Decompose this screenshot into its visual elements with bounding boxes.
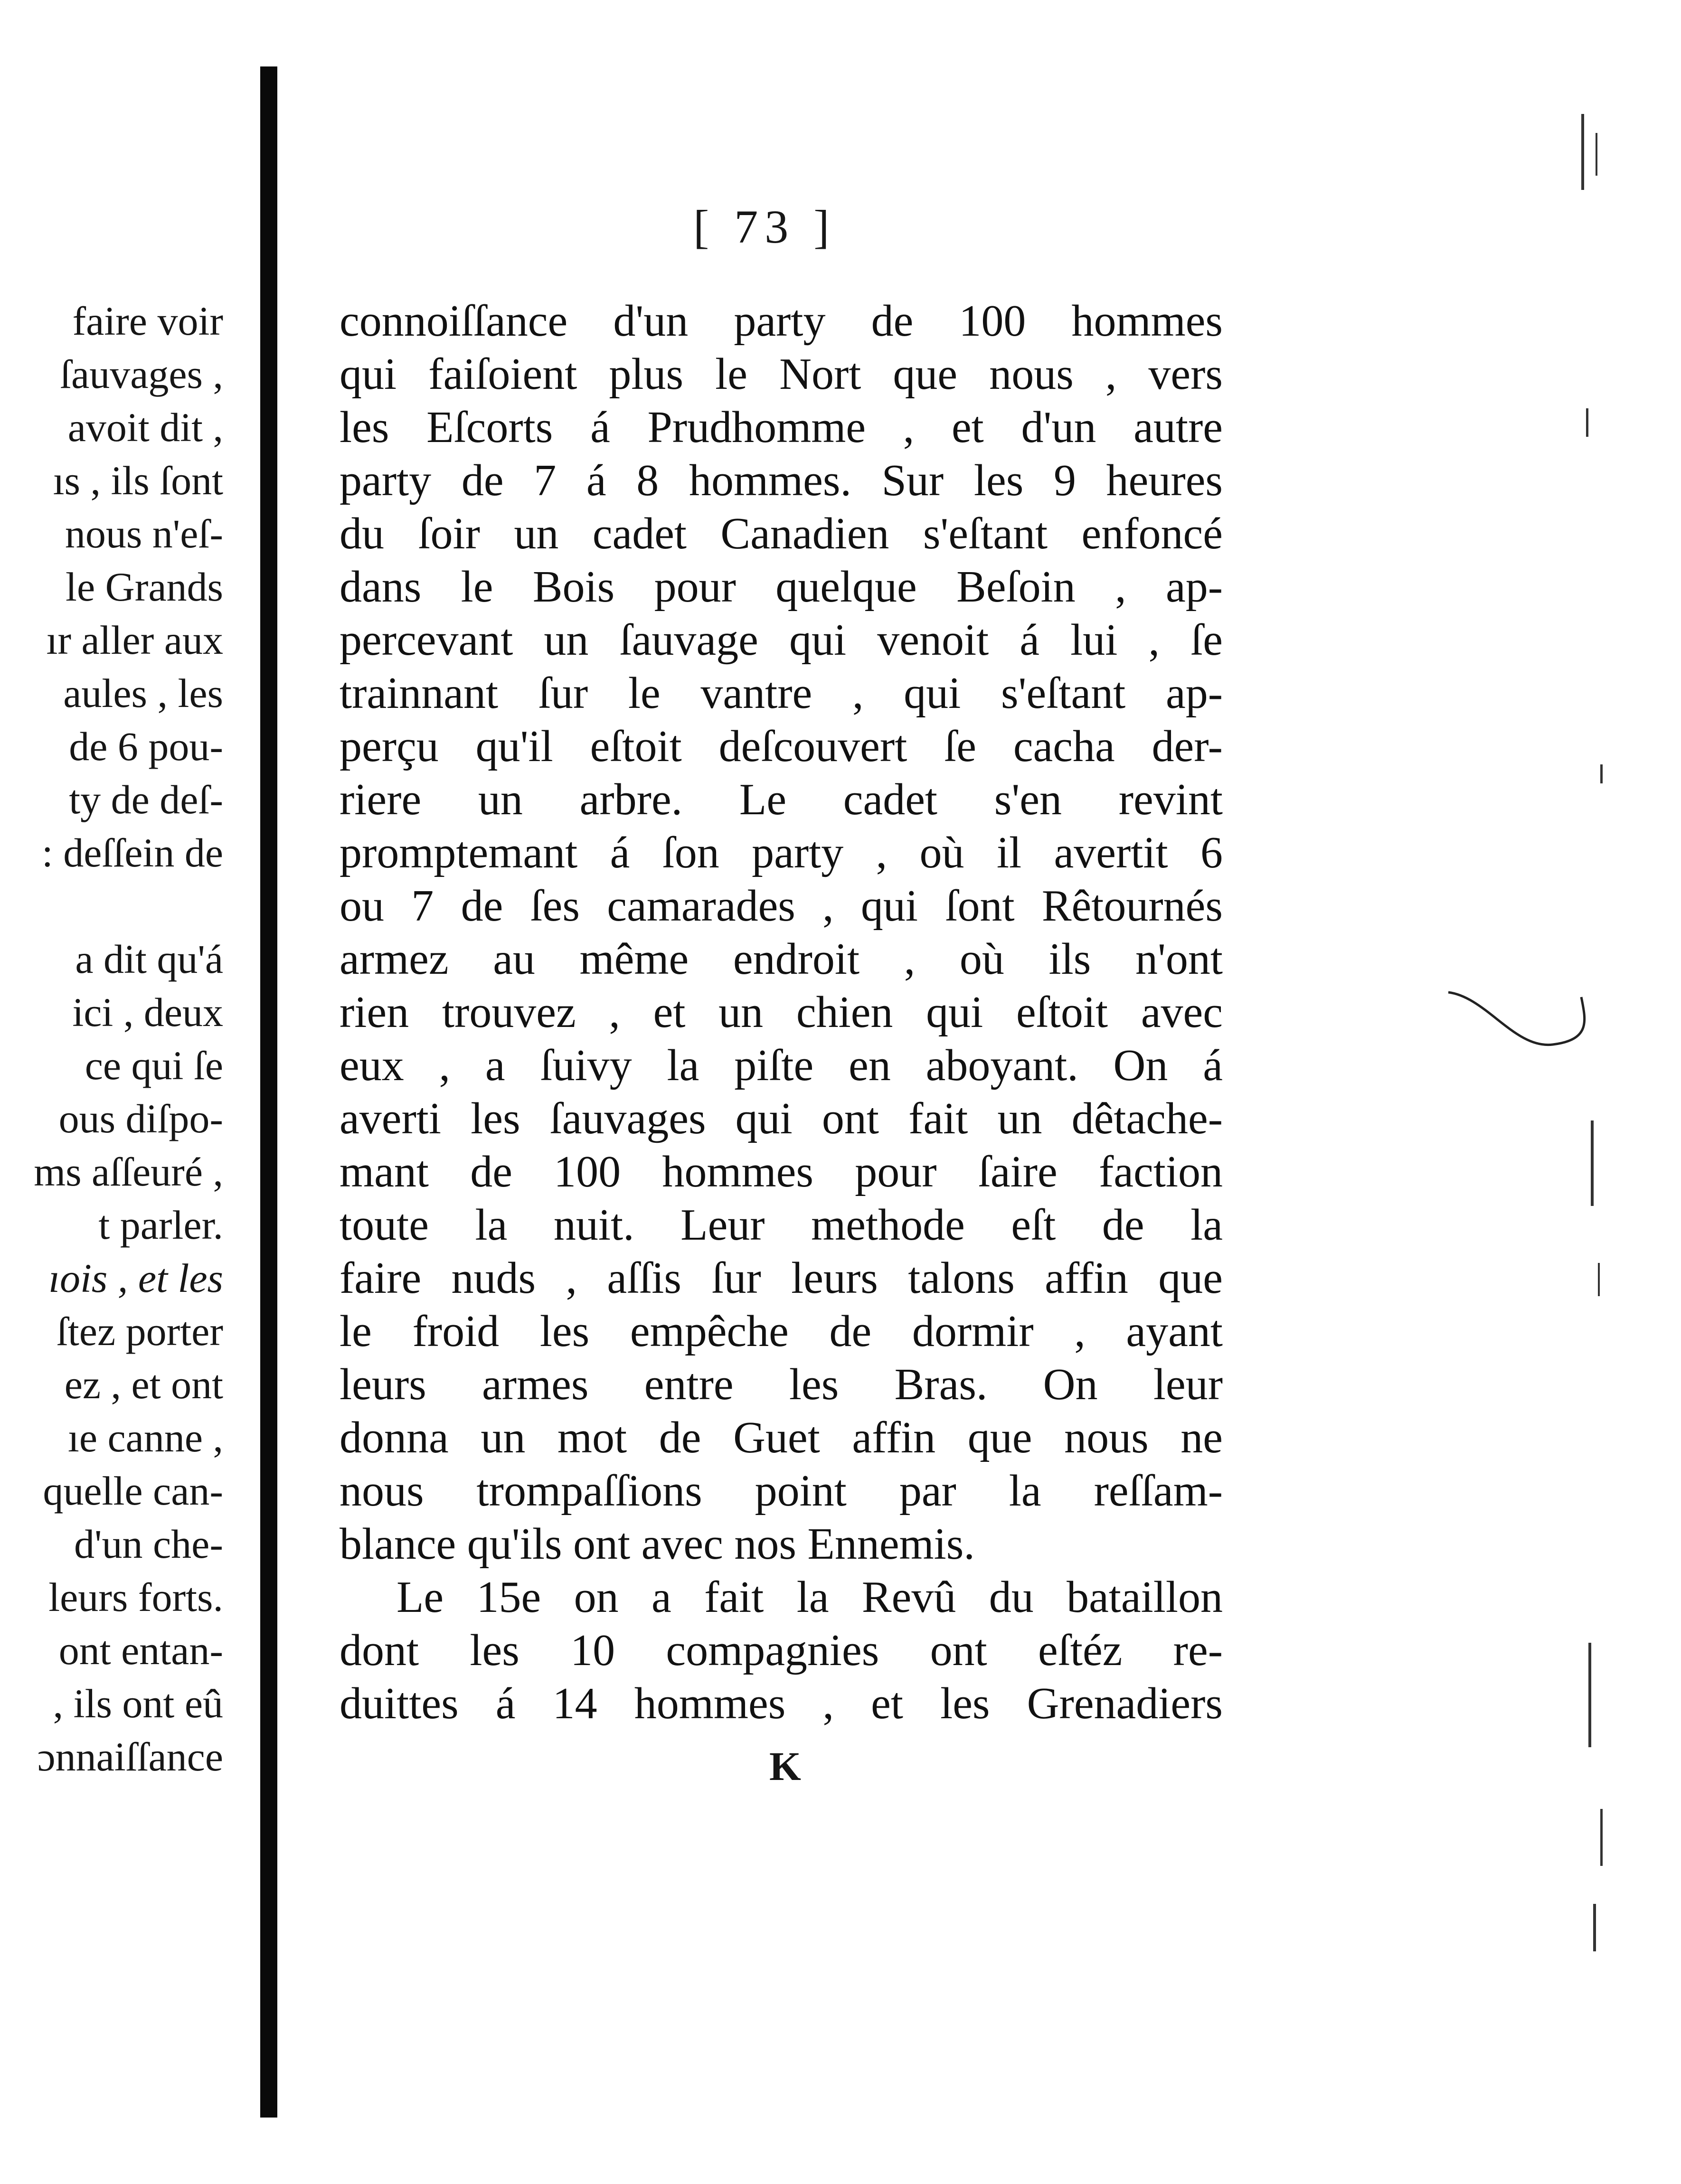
facing-line: ɔnnaiſſance — [37, 1734, 223, 1779]
page-number: [ 73 ] — [693, 200, 836, 253]
facing-line: ez , et ont — [64, 1362, 223, 1407]
facing-line: le Grands — [66, 564, 223, 610]
facing-line: : deſſein de — [41, 830, 223, 875]
facing-line: faire voir — [72, 298, 223, 344]
facing-line: ici , deux — [72, 989, 223, 1035]
text-line: mant de 100 hommes pour ſaire faction — [340, 1147, 1223, 1196]
text-line: party de 7 á 8 hommes. Sur les 9 heures — [340, 456, 1223, 505]
facing-line: avoit dit , — [67, 405, 223, 450]
signature-mark: K — [769, 1743, 801, 1789]
text-line: faire nuds , aſſis ſur leurs talons affin que — [340, 1253, 1223, 1303]
facing-line: d'un che- — [74, 1521, 223, 1567]
text-line: percevant un ſauvage qui venoit á lui , ſe — [340, 615, 1223, 665]
facing-line: nous n'eſ- — [65, 511, 223, 556]
facing-line: ıe canne , — [67, 1415, 223, 1460]
facing-line: ſauvages , — [60, 351, 223, 397]
text-line: riere un arbre. Le cadet s'en revint — [340, 775, 1223, 824]
text-line: blance qu'ils ont avec nos Ennemis. — [340, 1519, 975, 1569]
text-line: trainnant ſur le vantre , qui s'eſtant ap- — [340, 668, 1223, 718]
facing-line: a dit qu'á — [75, 936, 223, 982]
facing-line: ſtez porter — [57, 1309, 223, 1354]
facing-line: de 6 pou- — [69, 724, 223, 769]
text-line: dans le Bois pour quelque Beſoin , ap- — [340, 562, 1223, 612]
text-line: leurs armes entre les Bras. On leur — [340, 1360, 1223, 1409]
text-line: dont les 10 compagnies ont eſtéz re- — [340, 1626, 1223, 1675]
text-line: averti les ſauvages qui ont fait un dêtache- — [340, 1094, 1223, 1143]
text-line: le froid les empêche de dormir , ayant — [340, 1307, 1223, 1356]
text-line: rien trouvez , et un chien qui eſtoit avec — [340, 988, 1223, 1037]
text-line: perçu qu'il eſtoit deſcouvert ſe cacha der- — [340, 722, 1223, 771]
text-line: qui faiſoient plus le Nort que nous , vers — [340, 349, 1223, 399]
gutter-shadow — [260, 66, 277, 2118]
facing-line: ıois , et les — [48, 1255, 223, 1301]
facing-line: aules , les — [63, 670, 223, 716]
facing-line: ır aller aux — [46, 617, 223, 663]
text-line: duittes á 14 hommes , et les Grenadiers — [340, 1679, 1223, 1728]
facing-line: , ils ont eû — [53, 1681, 223, 1726]
page-edge-noise — [1553, 76, 1648, 1975]
facing-line: t parler. — [98, 1202, 223, 1248]
text-line: armez au même endroit , où ils n'ont — [340, 934, 1223, 984]
facing-line: ous diſpo- — [58, 1096, 223, 1141]
facing-line: ce qui ſe — [85, 1043, 223, 1088]
main-text-block — [340, 294, 1223, 1730]
facing-line-gap — [0, 879, 223, 932]
text-line: Le 15e on a fait la Revû du bataillon — [397, 1572, 1223, 1622]
facing-line: ıs , ils ſont — [53, 458, 223, 503]
facing-line: leurs forts. — [48, 1574, 223, 1620]
text-line: toute la nuit. Leur methode eſt de la — [340, 1200, 1223, 1250]
facing-line: ms aſſeuré , — [34, 1149, 223, 1195]
text-line: ou 7 de ſes camarades , qui ſont Rêtournés — [340, 881, 1223, 931]
text-line: donna un mot de Guet affin que nous ne — [340, 1413, 1223, 1462]
text-line: promptemant á ſon party , où il avertit 6 — [340, 828, 1223, 877]
text-line: nous trompaſſions point par la reſſam- — [340, 1466, 1223, 1516]
text-line: les Eſcorts á Prudhomme , et d'un autre — [340, 403, 1223, 452]
text-line: eux , a ſuivy la piſte en aboyant. On á — [340, 1041, 1223, 1090]
text-line: connoiſſance d'un party de 100 hommes — [340, 296, 1223, 346]
facing-page-fragment — [0, 294, 223, 1783]
facing-line: quelle can- — [43, 1468, 223, 1514]
text-line: du ſoir un cadet Canadien s'eſtant enfoncé — [340, 509, 1223, 558]
facing-line: ty de deſ- — [69, 777, 223, 822]
facing-line: ont entan- — [58, 1628, 223, 1673]
